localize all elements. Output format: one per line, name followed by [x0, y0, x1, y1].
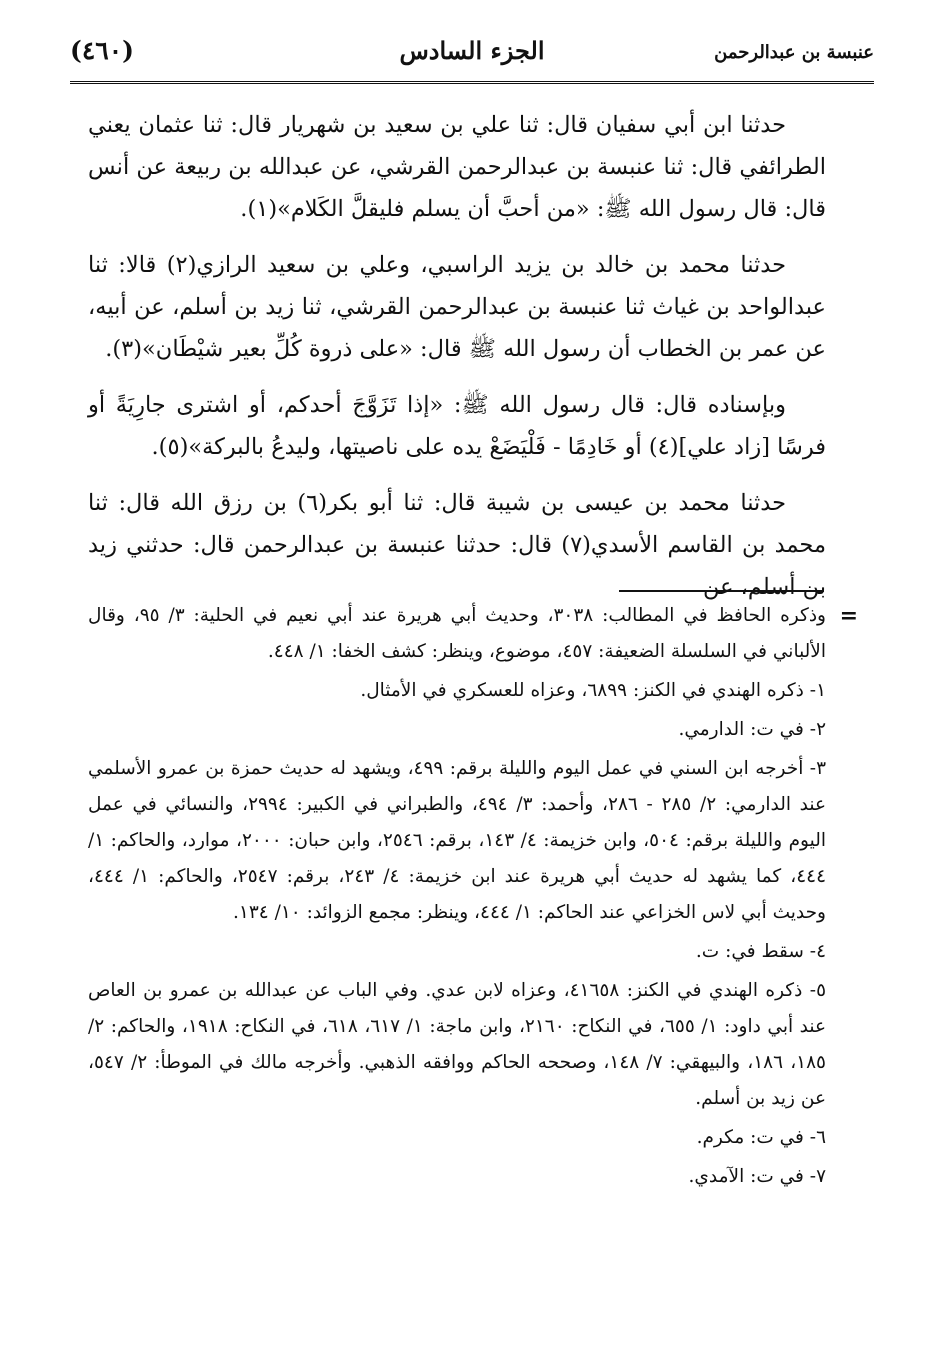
volume-title: الجزء السادس — [399, 36, 545, 65]
footnote-text: في ت: مكرم. — [696, 1127, 804, 1148]
footnote-text: أخرجه ابن السني في عمل اليوم والليلة برقم: ٤٩٩، ويشهد له حديث حمزة بن عمرو الأسلمي عند الدارمي: ٢/ ٢٨٥ - ٢٨٦، وأحمد: ٣/ ٤٩٤، والطبراني في الكبير: ٢٩٩٤، والنسائي في عمل اليوم والليلة برقم: ٥٠٤، وابن خزيمة: ٤/ ١٤٣، برقم: ٢٥٤٦، وابن حبان: ٢٠٠٠، موارد، والحاكم: ١/ ٤٤٤، كما يشهد له حديث أبي هريرة عند ابن خزيمة: ٤/ ٢٤٣، برقم: ٢٥٤٧، والحاكم: ١/ ٤٤٤، وحديث أبي لاس الخزاعي عند الحاكم: ١/ ٤٤٤، وينظر: مجمع الزوائد: ١٠/ ١٣٤. — [88, 758, 827, 923]
footnote-1 — [88, 673, 826, 709]
footnote-number: ٦- — [809, 1127, 826, 1148]
footnote-continuation — [88, 598, 858, 670]
section-title: عنبسة بن عبدالرحمن — [714, 42, 874, 63]
footnotes — [88, 598, 858, 1198]
page-number: (٤٦٠) — [70, 36, 134, 65]
hadith-paragraph-4: حدثنا محمد بن عيسى بن شيبة قال: ثنا أبو بكر(٦) بن رزق الله قال: ثنا محمد بن القاسم الأسدي(٧) قال: حدثنا عنبسة بن عبدالرحمن قال: حدثني زيد بن أسلم، عن — [88, 490, 826, 600]
hadith-paragraph-1: حدثنا ابن أبي سفيان قال: ثنا علي بن سعيد بن شهريار قال: ثنا عثمان يعني الطرائفي قال: ثنا عنبسة بن عبدالرحمن القرشي، عن عبدالله بن ربيعة عن أنس قال: قال رسول الله ﷺ: «من أحبَّ أن يسلم فليقلَّ الكَلام»(١). — [88, 112, 826, 222]
footnote-number: ٥- — [809, 980, 826, 1001]
footnote-5 — [88, 973, 826, 1117]
footnote-number: ٣- — [809, 758, 826, 779]
header-divider — [70, 81, 874, 84]
footnote-text: في ت: الآمدي. — [688, 1166, 804, 1187]
footnote-text: ذكره الهندي في الكنز: ٦٨٩٩، وعزاه للعسكري في الأمثال. — [360, 680, 804, 701]
main-text — [88, 104, 826, 622]
footnote-7 — [88, 1159, 826, 1195]
footnote-number: ٤- — [809, 941, 826, 962]
footnote-text: في ت: الدارمي. — [678, 719, 804, 740]
hadith-paragraph-3: وبإسناده قال: قال رسول الله ﷺ: «إذا تَزَوَّجَ أحدكم، أو اشترى جارِيَةً أو فرسًا [زاد علي](٤) أو خَادِمًا - فَلْيَضَعْ يده على ناصيتها، وليدعُ بالبركة»(٥). — [88, 392, 826, 460]
continuation-marker: = — [839, 603, 858, 629]
footnote-6 — [88, 1120, 826, 1156]
footnote-2 — [88, 712, 826, 748]
footnote-4 — [88, 934, 826, 970]
footnote-3 — [88, 751, 826, 931]
hadith-paragraph-2: حدثنا محمد بن خالد بن يزيد الراسبي، وعلي بن سعيد الرازي(٢) قالا: ثنا عبدالواحد بن غياث ثنا عنبسة بن عبدالرحمن القرشي، ثنا زيد بن أسلم، عن أبيه، عن عمر بن الخطاب أن رسول الله ﷺ قال: «على ذروة كُلِّ بعير شيْطَان»(٣). — [88, 252, 826, 362]
page-header — [70, 28, 874, 78]
footnote-text: ذكره الهندي في الكنز: ٤١٦٥٨، وعزاه لابن عدي. وفي الباب عن عبدالله بن عمرو بن العاص عند أبي داود: ١/ ٦٥٥، في النكاح: ٢١٦٠، وابن ماجة: ١/ ٦١٧، ٦١٨، في النكاح: ١٩١٨، والحاكم: ٢/ ١٨٥، ١٨٦، والبيهقي: ٧/ ١٤٨، وصححه الحاكم ووافقه الذهبي. وأخرجه مالك في الموطأ: ٢/ ٥٤٧، عن زيد بن أسلم. — [88, 980, 827, 1109]
footnote-number: ٢- — [809, 719, 826, 740]
footnote-number: ٧- — [809, 1166, 826, 1187]
footnote-number: ١- — [809, 680, 826, 701]
continuation-text: وذكره الحافظ في المطالب: ٣٠٣٨، وحديث أبي هريرة عند أبي نعيم في الحلية: ٣/ ٩٥، وقال الألباني في السلسلة الضعيفة: ٤٥٧، موضوع، وينظر: كشف الخفا: ١/ ٤٤٨. — [88, 605, 826, 662]
footnote-text: سقط في: ت. — [695, 941, 804, 962]
footnote-separator — [619, 590, 824, 592]
